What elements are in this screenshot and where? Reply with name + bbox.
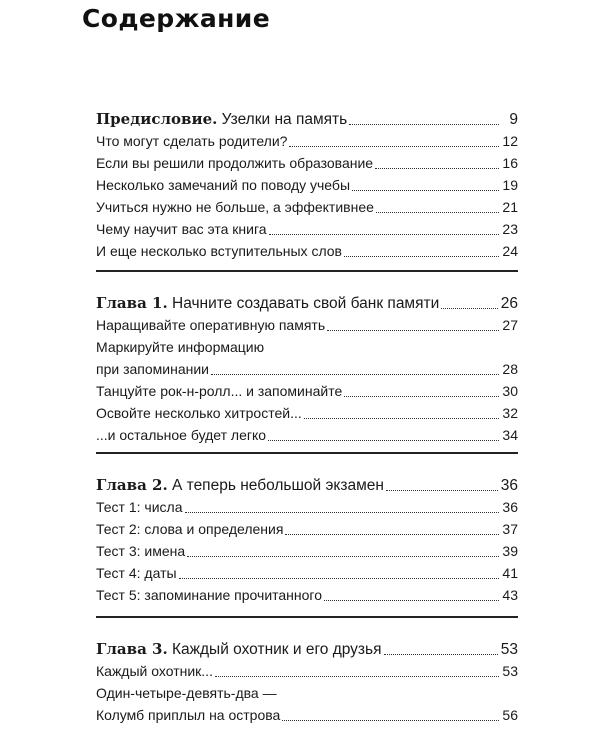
leader-dots (327, 330, 499, 331)
page-number: 41 (502, 565, 518, 581)
page-number: 32 (502, 405, 518, 421)
toc-entry[interactable] (96, 658, 518, 680)
toc-entry[interactable] (96, 172, 518, 194)
heading-label: Глава 3. (96, 640, 168, 658)
page-number: 19 (502, 177, 518, 193)
page-number: 30 (502, 383, 518, 399)
leader-dots (269, 234, 499, 235)
toc-entry[interactable] (96, 194, 518, 216)
toc-heading[interactable] (96, 104, 518, 128)
page-number: 27 (502, 317, 518, 333)
page-number: 23 (502, 221, 518, 237)
leader-dots (352, 190, 499, 191)
leader-dots (384, 654, 498, 655)
toc-entry[interactable] (96, 378, 518, 400)
toc-entry[interactable] (96, 516, 518, 538)
page-number: 34 (502, 427, 518, 443)
leader-dots (304, 418, 499, 419)
heading-label: Глава 2. (96, 476, 168, 494)
page-number: 53 (500, 641, 518, 658)
entry-title: Колумб приплыл на острова (96, 707, 281, 723)
heading-label: Глава 1. (96, 294, 168, 312)
page-number: 43 (502, 587, 518, 603)
leader-dots (187, 556, 499, 557)
page-number: 28 (502, 361, 518, 377)
entry-title: Чему научит вас эта книга (96, 221, 267, 237)
toc-entry[interactable] (96, 128, 518, 150)
leader-dots (386, 490, 498, 491)
table-of-contents (96, 104, 518, 724)
toc-entry[interactable] (96, 702, 518, 724)
page-number: 37 (502, 521, 518, 537)
toc-section-chapter-2 (96, 452, 518, 604)
leader-dots (344, 396, 499, 397)
toc-section-chapter-3 (96, 616, 518, 724)
heading-label: Предисловие. (96, 110, 218, 128)
entry-title: Что могут сделать родители? (96, 133, 288, 149)
heading-title: Каждый охотник и его друзья (167, 641, 382, 658)
page-number: 12 (502, 133, 518, 149)
page-number: 16 (502, 155, 518, 171)
page-number: 9 (509, 111, 518, 128)
heading-title: А теперь небольшой экзамен (167, 477, 384, 494)
toc-heading[interactable] (96, 634, 518, 658)
entry-title: ...и остальное будет легко (96, 427, 267, 443)
entry-title: Несколько замечаний по поводу учебы (96, 177, 351, 193)
page-number: 24 (502, 243, 518, 259)
leader-dots (344, 256, 499, 257)
entry-title-line: Один-четыре-девять-два — (96, 685, 277, 701)
page-number: 39 (502, 543, 518, 559)
entry-title: Если вы решили продолжить образование (96, 155, 374, 171)
page-number: 56 (502, 707, 518, 723)
toc-entry[interactable] (96, 560, 518, 582)
entry-title: Учиться нужно не больше, а эффективнее (96, 199, 374, 215)
leader-dots (441, 308, 498, 309)
entry-title: И еще несколько вступительных слов (96, 243, 342, 259)
entry-title: Каждый охотник... (96, 663, 213, 679)
page-number: 36 (500, 477, 518, 494)
leader-dots (282, 720, 499, 721)
leader-dots (285, 534, 499, 535)
toc-heading[interactable] (96, 288, 518, 312)
page-title: Содержание (82, 4, 271, 33)
entry-title: Тест 5: запоминание прочитанного (96, 587, 323, 603)
leader-dots (289, 146, 499, 147)
entry-title: Наращивайте оперативную память (96, 317, 326, 333)
toc-entry[interactable] (96, 216, 518, 238)
leader-dots (185, 512, 500, 513)
entry-title: Освойте несколько хитростей... (96, 405, 302, 421)
toc-entry[interactable] (96, 238, 518, 260)
page-number: 26 (500, 295, 518, 312)
heading-title: Начните создавать свой банк памяти (167, 295, 440, 312)
entry-title: Танцуйте рок-н-ролл... и запоминайте (96, 383, 343, 399)
toc-section-preface (96, 104, 518, 260)
toc-heading[interactable] (96, 470, 518, 494)
page-number: 53 (502, 663, 518, 679)
page-number: 36 (502, 499, 518, 515)
leader-dots (211, 374, 499, 375)
leader-dots (179, 578, 499, 579)
page-number: 21 (502, 199, 518, 215)
entry-title: Тест 4: даты (96, 565, 177, 581)
toc-section-chapter-1 (96, 270, 518, 444)
leader-dots (268, 440, 499, 441)
toc-entry[interactable] (96, 582, 518, 604)
entry-title-line: Маркируйте информацию (96, 339, 265, 355)
leader-dots (324, 600, 499, 601)
toc-entry[interactable] (96, 400, 518, 422)
toc-entry[interactable] (96, 494, 518, 516)
leader-dots (375, 168, 499, 169)
toc-entry[interactable] (96, 538, 518, 560)
leader-dots (349, 124, 499, 125)
toc-entry[interactable] (96, 150, 518, 172)
entry-title: при запоминании (96, 361, 209, 377)
toc-entry[interactable] (96, 312, 518, 334)
heading-title: Узелки на память (217, 111, 348, 128)
toc-entry[interactable] (96, 422, 518, 444)
entry-title: Тест 3: имена (96, 543, 186, 559)
leader-dots (215, 676, 499, 677)
toc-entry[interactable] (96, 356, 518, 378)
entry-title: Тест 2: слова и определения (96, 521, 284, 537)
leader-dots (376, 212, 499, 213)
entry-title: Тест 1: числа (96, 499, 183, 515)
